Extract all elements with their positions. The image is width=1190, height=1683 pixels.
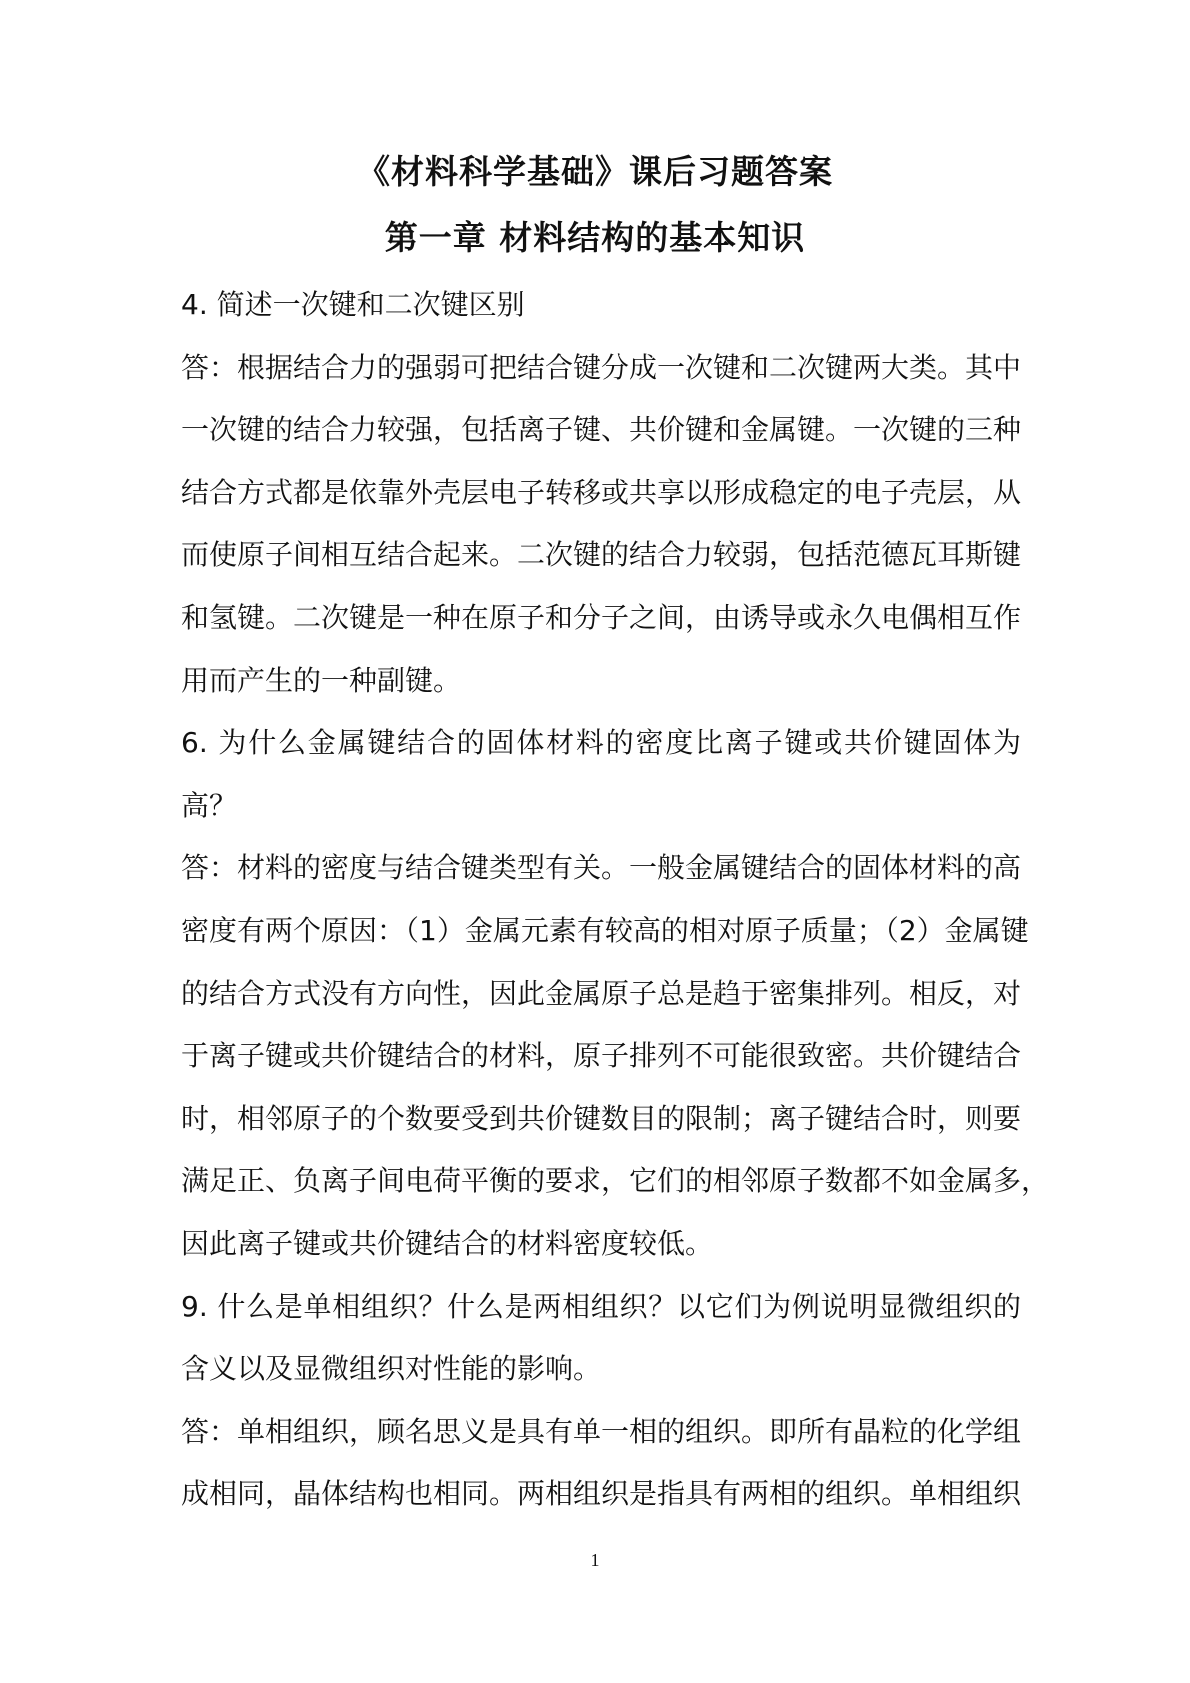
answer-6-line-2: 密度有两个原因：（1）金属元素有较高的相对原子质量；（2）金属键 <box>181 913 1029 947</box>
chapter-title: 第一章 材料结构的基本知识 <box>384 218 806 257</box>
answer-9-line-1: 答：单相组织，顾名思义是具有单一相的组织。即所有晶粒的化学组 <box>181 1414 1022 1448</box>
question-6-line-2: 高？ <box>181 788 238 822</box>
page-number: 1 <box>590 1550 600 1570</box>
document-body <box>181 274 1050 1526</box>
question-4-line-1: 4. 简述一次键和二次键区别 <box>181 288 525 321</box>
answer-6-line-1: 答：材料的密度与结合键类型有关。一般金属键结合的固体材料的高 <box>181 851 1022 885</box>
answer-4-line-1: 答：根据结合力的强弱可把结合键分成一次键和二次键两大类。其中 <box>181 350 1022 384</box>
question-6-line-1: 6. 为什么金属键结合的固体材料的密度比离子键或共价键固体为 <box>181 726 1021 760</box>
answer-6-line-3: 的结合方式没有方向性，因此金属原子总是趋于密集排列。相反，对 <box>181 976 1022 1010</box>
answer-6-line-5: 时，相邻原子的个数要受到共价键数目的限制；离子键结合时，则要 <box>181 1101 1022 1135</box>
answer-4-line-3: 结合方式都是依靠外壳层电子转移或共享以形成稳定的电子壳层，从 <box>181 475 1022 509</box>
document-title: 《材料科学基础》课后习题答案 <box>357 152 833 191</box>
answer-6-line-6: 满足正、负离子间电荷平衡的要求，它们的相邻原子数都不如金属多， <box>181 1164 1050 1198</box>
answer-6-line-7: 因此离子键或共价键结合的材料密度较低。 <box>181 1226 714 1260</box>
answer-4-line-4: 而使原子间相互结合起来。二次键的结合力较弱，包括范德瓦耳斯键 <box>181 538 1022 572</box>
answer-4-line-2: 一次键的结合力较强，包括离子键、共价键和金属键。一次键的三种 <box>181 413 1022 447</box>
answer-4-line-5: 和氢键。二次键是一种在原子和分子之间，由诱导或永久电偶相互作 <box>181 600 1022 634</box>
question-9-line-1: 9. 什么是单相组织？什么是两相组织？以它们为例说明显微组织的 <box>181 1289 1021 1323</box>
question-9-line-2: 含义以及显微组织对性能的影响。 <box>181 1352 602 1386</box>
answer-4-line-6: 用而产生的一种副键。 <box>181 663 462 697</box>
answer-6-line-4: 于离子键或共价键结合的材料，原子排列不可能很致密。共价键结合 <box>181 1039 1022 1073</box>
answer-9-line-2: 成相同，晶体结构也相同。两相组织是指具有两相的组织。单相组织 <box>181 1477 1022 1511</box>
